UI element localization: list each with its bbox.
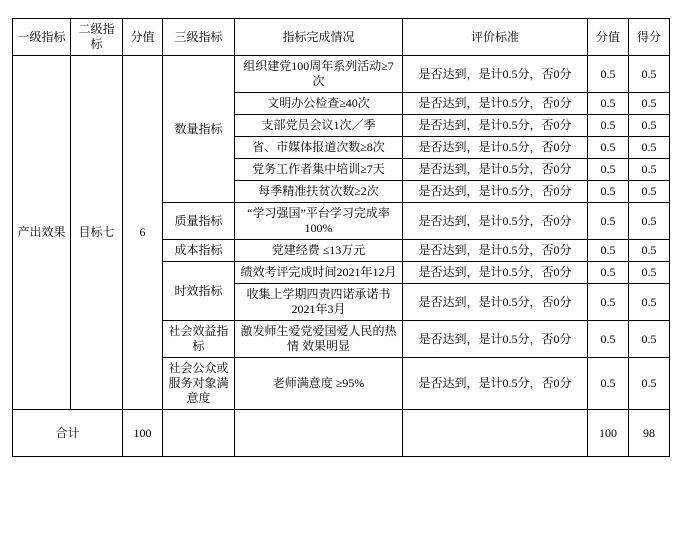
cell-completion: 文明办公检查≥40次 (235, 93, 403, 115)
cell-criteria: 是否达到，是计0.5分，否0分 (403, 240, 588, 262)
performance-table (12, 18, 670, 457)
cell-criteria: 是否达到，是计0.5分，否0分 (403, 358, 588, 410)
header-level3: 三级指标 (163, 19, 235, 56)
cell-completion: 党务工作者集中培训≥7天 (235, 159, 403, 181)
cell-got: 0.5 (629, 284, 670, 321)
cell-completion: 激发师生爱党爱国爱人民的热情 效果明显 (235, 321, 403, 358)
header-level1: 一级指标 (13, 19, 71, 56)
cell-total-level3 (163, 410, 235, 457)
cell-level3: 成本指标 (163, 240, 235, 262)
cell-points: 0.5 (588, 93, 629, 115)
cell-completion: “学习强国”平台学习完成率 100% (235, 203, 403, 240)
cell-completion: 党建经费 ≤13万元 (235, 240, 403, 262)
cell-got: 0.5 (629, 93, 670, 115)
cell-points: 0.5 (588, 262, 629, 284)
cell-points: 0.5 (588, 115, 629, 137)
cell-total-points: 100 (588, 410, 629, 457)
cell-points: 0.5 (588, 137, 629, 159)
cell-criteria: 是否达到，是计0.5分，否0分 (403, 115, 588, 137)
cell-level3: 社会效益指标 (163, 321, 235, 358)
cell-points: 0.5 (588, 159, 629, 181)
cell-level3: 社会公众或服务对象满意度 (163, 358, 235, 410)
cell-criteria: 是否达到，是计0.5分，否0分 (403, 159, 588, 181)
cell-got: 0.5 (629, 262, 670, 284)
cell-got: 0.5 (629, 240, 670, 262)
cell-got: 0.5 (629, 137, 670, 159)
table-row (13, 56, 670, 93)
cell-total-criteria (403, 410, 588, 457)
cell-completion: 收集上学期四责四诺承诺书2021年3月 (235, 284, 403, 321)
cell-total-score: 100 (123, 410, 163, 457)
cell-got: 0.5 (629, 181, 670, 203)
cell-points: 0.5 (588, 56, 629, 93)
cell-level3: 时效指标 (163, 262, 235, 321)
cell-criteria: 是否达到，是计0.5分，否0分 (403, 137, 588, 159)
cell-criteria: 是否达到，是计0.5分，否0分 (403, 321, 588, 358)
cell-points: 0.5 (588, 321, 629, 358)
cell-points: 0.5 (588, 240, 629, 262)
cell-criteria: 是否达到，是计0.5分，否0分 (403, 181, 588, 203)
cell-points: 0.5 (588, 284, 629, 321)
cell-completion: 省、市媒体报道次数≥8次 (235, 137, 403, 159)
cell-completion: 支部党员会议1次／季 (235, 115, 403, 137)
cell-got: 0.5 (629, 159, 670, 181)
header-criteria: 评价标准 (403, 19, 588, 56)
cell-completion: 绩效考评完成时间2021年12月 (235, 262, 403, 284)
header-points: 分值 (588, 19, 629, 56)
cell-criteria: 是否达到，是计0.5分，否0分 (403, 262, 588, 284)
cell-level3: 数量指标 (163, 56, 235, 203)
cell-got: 0.5 (629, 115, 670, 137)
table-header-row (13, 19, 670, 56)
cell-level1: 产出效果 (13, 56, 71, 410)
cell-got: 0.5 (629, 358, 670, 410)
cell-criteria: 是否达到，是计0.5分，否0分 (403, 203, 588, 240)
cell-points: 0.5 (588, 203, 629, 240)
cell-got: 0.5 (629, 203, 670, 240)
cell-criteria: 是否达到，是计0.5分，否0分 (403, 56, 588, 93)
cell-completion: 每季精准扶贫次数≥2次 (235, 181, 403, 203)
header-completion: 指标完成情况 (235, 19, 403, 56)
cell-got: 0.5 (629, 56, 670, 93)
cell-points: 0.5 (588, 181, 629, 203)
header-score-value: 分值 (123, 19, 163, 56)
cell-total-got: 98 (629, 410, 670, 457)
cell-total-completion (235, 410, 403, 457)
cell-level3: 质量指标 (163, 203, 235, 240)
cell-level2-score: 6 (123, 56, 163, 410)
cell-criteria: 是否达到，是计0.5分，否0分 (403, 284, 588, 321)
cell-completion: 老师满意度 ≥95% (235, 358, 403, 410)
cell-points: 0.5 (588, 358, 629, 410)
cell-completion: 组织建党100周年系列活动≥7次 (235, 56, 403, 93)
cell-got: 0.5 (629, 321, 670, 358)
cell-criteria: 是否达到，是计0.5分，否0分 (403, 93, 588, 115)
header-level2: 二级指标 (71, 19, 123, 56)
cell-level2: 目标七 (71, 56, 123, 410)
header-got: 得分 (629, 19, 670, 56)
cell-total-label: 合计 (13, 410, 123, 457)
table-total-row (13, 410, 670, 457)
